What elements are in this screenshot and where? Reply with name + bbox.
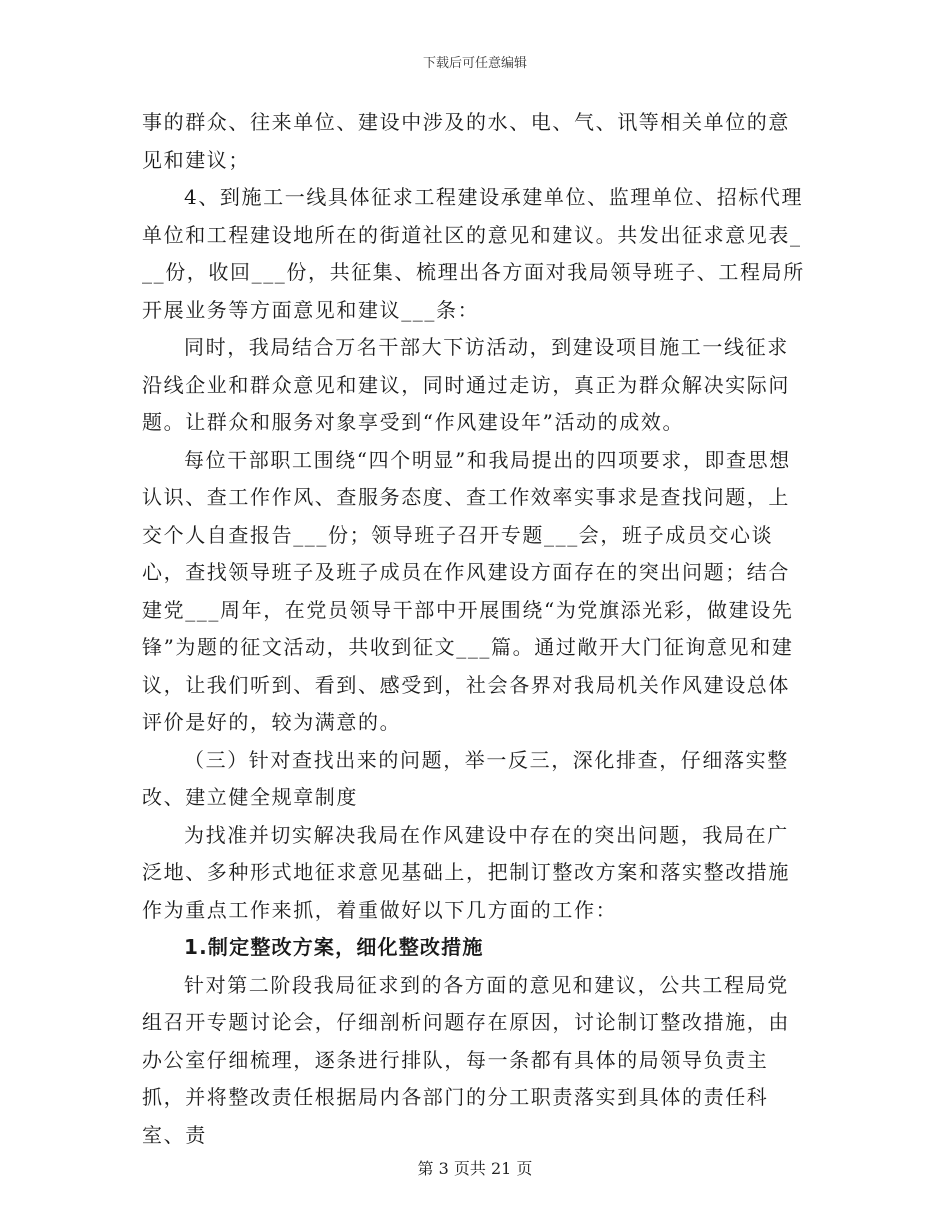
page-footer: 第 3 页共 21 页: [417, 1159, 533, 1178]
paragraph-6: 针对第二阶段我局征求到的各方面的意见和建议，公共工程局党组召开专题讨论会，仔细剖析问题存在原因，讨论制订整改措施，由办公室仔细梳理，逐条进行排队，每一条都有具体的局领导负责主抓，并将整改责任根据局内各部门的分工职责落实到具体的责任科室、责: [142, 972, 790, 1147]
paragraph-2: 4、到施工一线具体征求工程建设承建单位、监理单位、招标代理单位和工程建设地所在的街道社区的意见和建议。共发出征求意见表___份，收回___份，共征集、梳理出各方面对我局领导班子、工程局所开展业务等方面意见和建议___条：: [142, 185, 805, 322]
paragraph-4: 每位干部职工围绕“四个明显”和我局提出的四项要求，即查思想认识、查工作作风、查服务态度、查工作效率实事求是查找问题，上交个人自查报告___份；领导班子召开专题___会，班子成员交心谈心，查找领导班子及班子成员在作风建设方面存在的突出问题；结合建党___周年，在党员领导干部中开展围绕“为党旗添光彩，做建设先锋”为题的征文活动，共收到征文___篇。通过敞开大门征询意见和建议，让我们听到、看到、感受到，社会各界对我局机关作风建设总体评价是好的，较为满意的。: [142, 447, 794, 734]
document-body: [142, 104, 810, 1154]
section-heading-3: （三）针对查找出来的问题，举一反三，深化排查，仔细落实整改、建立健全规章制度: [142, 747, 789, 809]
page-header: 下载后可任意编辑: [422, 56, 527, 71]
subheading-1: 1.制定整改方案，细化整改措施: [184, 935, 484, 959]
paragraph-3: 同时，我局结合万名干部大下访活动，到建设项目施工一线征求沿线企业和群众意见和建议，同时通过走访，真正为群众解决实际问题。让群众和服务对象享受到“作风建设年”活动的成效。: [142, 335, 790, 434]
paragraph-1: 事的群众、往来单位、建设中涉及的水、电、气、讯等相关单位的意见和建议；: [142, 110, 790, 172]
paragraph-5: 为找准并切实解决我局在作风建设中存在的突出问题，我局在广泛地、多种形式地征求意见基础上，把制订整改方案和落实整改措施作为重点工作来抓，着重做好以下几方面的工作：: [142, 822, 790, 922]
